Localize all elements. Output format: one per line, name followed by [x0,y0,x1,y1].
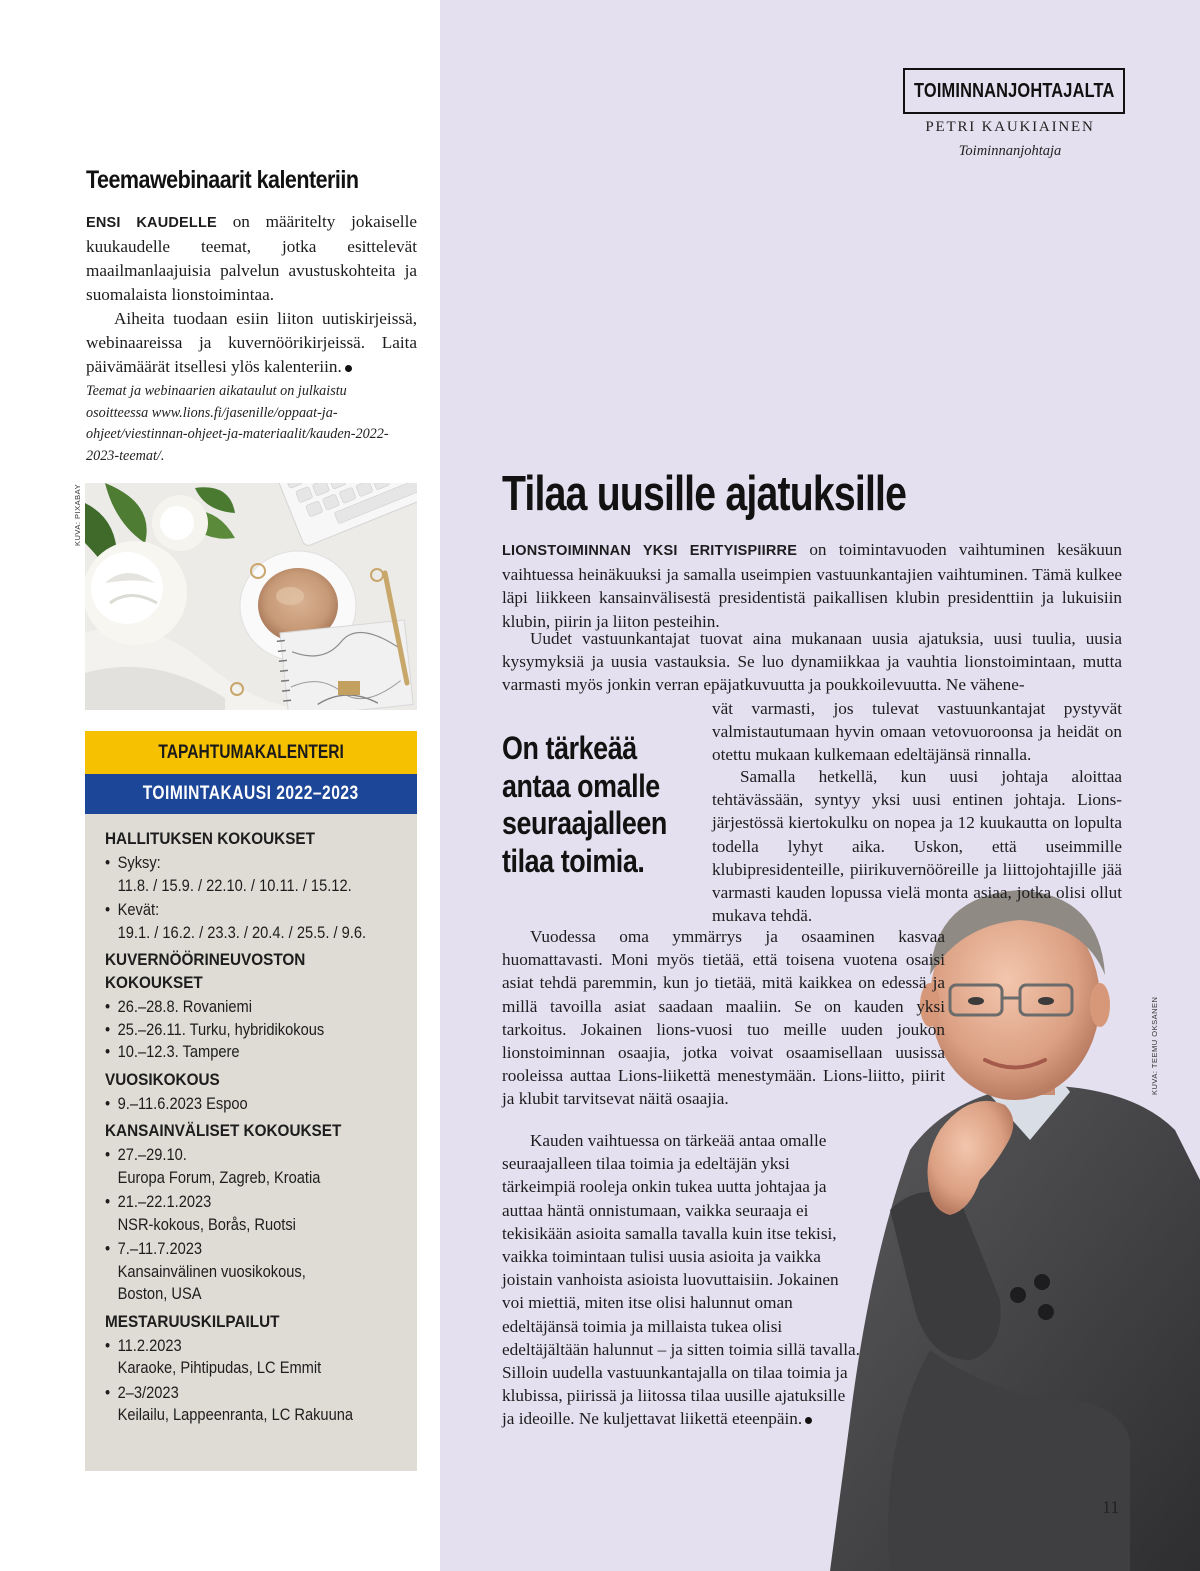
article-paragraph-1-text: on toimintavuoden vaihtuminen kesäkuun vaihtuessa heinäkuuksi ja samalla useimpien vastuunkantajien vaihtuminen. Tämä kulkee läpi liikkeen kansainvälisestä presidentistä paikallisen klubin presidenttiin ja lukuisiin klubin, piirin ja liiton pesteihin. [502,540,1122,631]
sidebar-paragraph-2 [86,307,417,379]
article-paragraph-2-continued: vät varmasti, jos tulevat vastuunkantajat pystyvät valmistautumaan hyvin omaan vetovuoroonsa ja heidät on otettu mukaan kulkemaan edeltäjänsä rinnalla. [712,699,1122,765]
calendar-item: • 10.–12.3. Tampere [105,1043,240,1061]
sidebar-paragraph-2-text: Aiheita tuodaan esiin liiton uutiskirjeissä, webinaareissa ja kuvernöörikirjeissä. Laita päivämäärät itsellesi ylös kalenteriin. [86,309,417,376]
end-mark-icon [805,1417,812,1424]
article-column [440,0,1200,1571]
article-paragraph-1 [502,538,1122,633]
calendar-item: • 9.–11.6.2023 Espoo [105,1094,248,1113]
sidebar-body [86,210,417,379]
calendar-heading-bar [85,731,417,774]
calendar-subheading-bar [85,774,417,814]
calendar-item: • 11.2.2023 Karaoke, Pihtipudas, LC Emmit [105,1335,375,1380]
coffee-desk-photo [85,483,417,710]
pull-quote-line: On tärkeää [502,730,637,766]
calendar-item: • 25.–26.11. Turku, hybridikokous [105,1020,325,1039]
calendar-section-title: KUVERNÖÖRINEUVOSTON [105,950,306,969]
department-label: TOIMINNANJOHTAJALTA [913,79,1115,102]
calendar-item: • Syksy: 11.8. / 15.9. / 22.10. / 10.11. / 15.12. [105,852,375,897]
calendar-subheading: TOIMINTAKAUSI 2022–2023 [143,783,359,804]
calendar-section-title-line2: KOKOUKSET [105,973,203,992]
calendar-item-label: 9.–11.6.2023 Espoo [117,1094,248,1113]
department-tag [903,68,1125,114]
portrait-photo-credit: KUVA: TEEMU OKSANEN [1150,996,1159,1095]
calendar-heading: TAPAHTUMAKALENTERI [158,741,344,763]
sidebar-paragraph-1-text: on määritelty jokaiselle kuukaudelle teemat, jotka esittelevät maailmanlaajuisia palvelun avustuskohteita ja suomalaista lionstoimintaa. [86,212,417,304]
calendar-item: • 26.–28.8. Rovaniemi [105,998,253,1016]
pull-quote-line: seuraajalleen [502,805,667,841]
event-calendar [85,731,417,1471]
calendar-item-label: 11.2.2023 [117,1336,182,1355]
sidebar-lead: ENSI KAUDELLE [86,215,217,231]
calendar-list [105,827,405,1427]
calendar-item-label: Kevät: [117,901,160,919]
sidebar-title: Teemawebinaarit kalenteriin [86,166,359,194]
calendar-section-title: KANSAINVÄLISET KOKOUKSET [105,1121,342,1140]
calendar-item-detail: Keilailu, Lappeenranta, LC Rakuuna [117,1406,354,1424]
calendar-item-detail: Boston, USA [117,1285,202,1303]
calendar-item-detail: NSR-kokous, Borås, Ruotsi [117,1215,296,1234]
calendar-section-title: HALLITUKSEN KOKOUKSET [105,829,315,848]
calendar-item: • 27.–29.10. Europa Forum, Zagreb, Kroatia [105,1144,375,1189]
sidebar-paragraph-1 [86,210,417,307]
calendar-item-detail: 11.8. / 15.9. / 22.10. / 10.11. / 15.12. [117,876,352,895]
calendar-item-label: 26.–28.8. Rovaniemi [117,998,253,1016]
calendar-item-label: 25.–26.11. Turku, hybridikokous [117,1020,325,1039]
article-title: Tilaa uusille ajatuksille [502,467,907,521]
calendar-item-label: Syksy: [117,854,161,872]
calendar-item-label: 7.–11.7.2023 [117,1240,203,1258]
article-paragraph-3: Samalla hetkellä, kun uusi johtaja aloittaa tehtävässään, syntyy yksi uusi entinen johtaja. Lions-järjestössä kiertokulku on nopea ja 12 kuukautta on lopulta todella lyhyt aika. Uskon, että useimmille klubipresidenteille, piirikuvernööreille ja liittojohtajille jää varmasti kauden lopussa vielä monta asiaa, jotka olisi ollut mukava tehdä. [712,767,1122,926]
article-lead: LIONSTOIMINNAN YKSI ERITYISPIIRRE [502,543,798,559]
author-role: Toiminnanjohtaja [958,143,1062,159]
calendar-item-detail: Kansainvälinen vuosikokous, [117,1262,306,1281]
calendar-item-detail: Europa Forum, Zagreb, Kroatia [117,1168,321,1187]
calendar-item: • 2–3/2023 Keilailu, Lappeenranta, LC Rakuuna [105,1382,375,1427]
calendar-item-label: 21.–22.1.2023 [117,1193,212,1211]
article-paragraph-5-text: Kauden vaihtuessa on tärkeää antaa omalle seuraajalleen tilaa toimia ja edeltäjän yksi tärkeimpiä rooleja onkin tukea uutta johtajaa ja auttaa häntä onnistumaan, vaikka seuraaja ei tekisikään asioita samalla tavalla kuin itse tekisi, vaikka toimintaan tulisi uusia asioita ja vaikka joistain vanhoista asioista luovuttaisiin. Jokainen voi miettiä, miten itse olisi halunnut oman edeltäjänsä toimia ja millaista tukea olisi edeltäjältään halunnut – ja sitten toimia sillä tavalla. Silloin uudella vastuunkantajalla on tilaa toimia ja klubissa, piirissä ja liitossa tilaa uusille ajatuksille ja ideoille. Ne kuljettavat liikettä eteenpäin. [502,1131,860,1429]
calendar-item-detail: Karaoke, Pihtipudas, LC Emmit [117,1359,322,1377]
calendar-section-title: VUOSIKOKOUS [105,1069,220,1089]
pull-quote [502,730,670,880]
calendar-item: • 21.–22.1.2023 NSR-kokous, Borås, Ruotsi [105,1191,375,1236]
pull-quote-line: antaa omalle [502,767,660,804]
sidebar-note: Teemat ja webinaarien aikataulut on julkaistu osoitteessa www.lions.fi/jasenille/oppaat-ja-ohjeet/viestinnan-ohjeet-ja-materiaalit/kauden-2022-2023-teemat/. [86,383,389,464]
calendar-item: • Kevät: 19.1. / 16.2. / 23.3. / 20.4. / 25.5. / 9.6. [105,899,375,944]
end-mark-icon [345,365,352,372]
calendar-item-detail: 19.1. / 16.2. / 23.3. / 20.4. / 25.5. / 9.6. [117,923,367,942]
photo-credit: KUVA: PIXABAY [73,483,82,546]
pull-quote-line: tilaa toimia. [502,842,645,879]
calendar-item-label: 27.–29.10. [117,1146,187,1164]
author-name: PETRI KAUKIAINEN [925,119,1095,135]
article-paragraph-5 [502,1129,860,1431]
calendar-item: • 7.–11.7.2023 Kansainvälinen vuosikokous, Boston, USA [105,1238,375,1306]
article-paragraph-2: Uudet vastuunkantajat tuovat aina mukanaan uusia ajatuksia, uusi tuulia, uusia kysymyksiä ja uusia vastauksia. Se luo dynamiikkaa ja vauhtia lionstoimintaan, mutta varmasti myös jonkin verran epäjatkuvuutta ja poukkoilevuutta. Ne vähene- [502,629,1122,695]
page-number: 11 [1102,1497,1120,1517]
sidebar-column [0,0,440,1571]
calendar-section-title: MESTARUUSKILPAILUT [105,1311,280,1331]
article-paragraph-4: Vuodessa oma ymmärrys ja osaaminen kasvaa huomattavasti. Moni myös tietää, että toisena vuotena osaisi asiat tehdä paremmin, kun jo tietää, mitä kaikkea on edessä ja millä tavoilla asiat saadaan maaliin. Se on kauden yksi tarkoitus. Jokainen lions-vuosi tuo meille uuden joukon lionstoiminnan osaajia, jotka voivat osaamisellaan uusissa rooleissa auttaa Lions-liikettä menestymään. Lions-liitto, piirit ja klubit tarvitsevat näitä osaajia. [502,927,945,1109]
calendar-item-label: 2–3/2023 [117,1383,179,1402]
calendar-item-label: 10.–12.3. Tampere [117,1043,240,1061]
